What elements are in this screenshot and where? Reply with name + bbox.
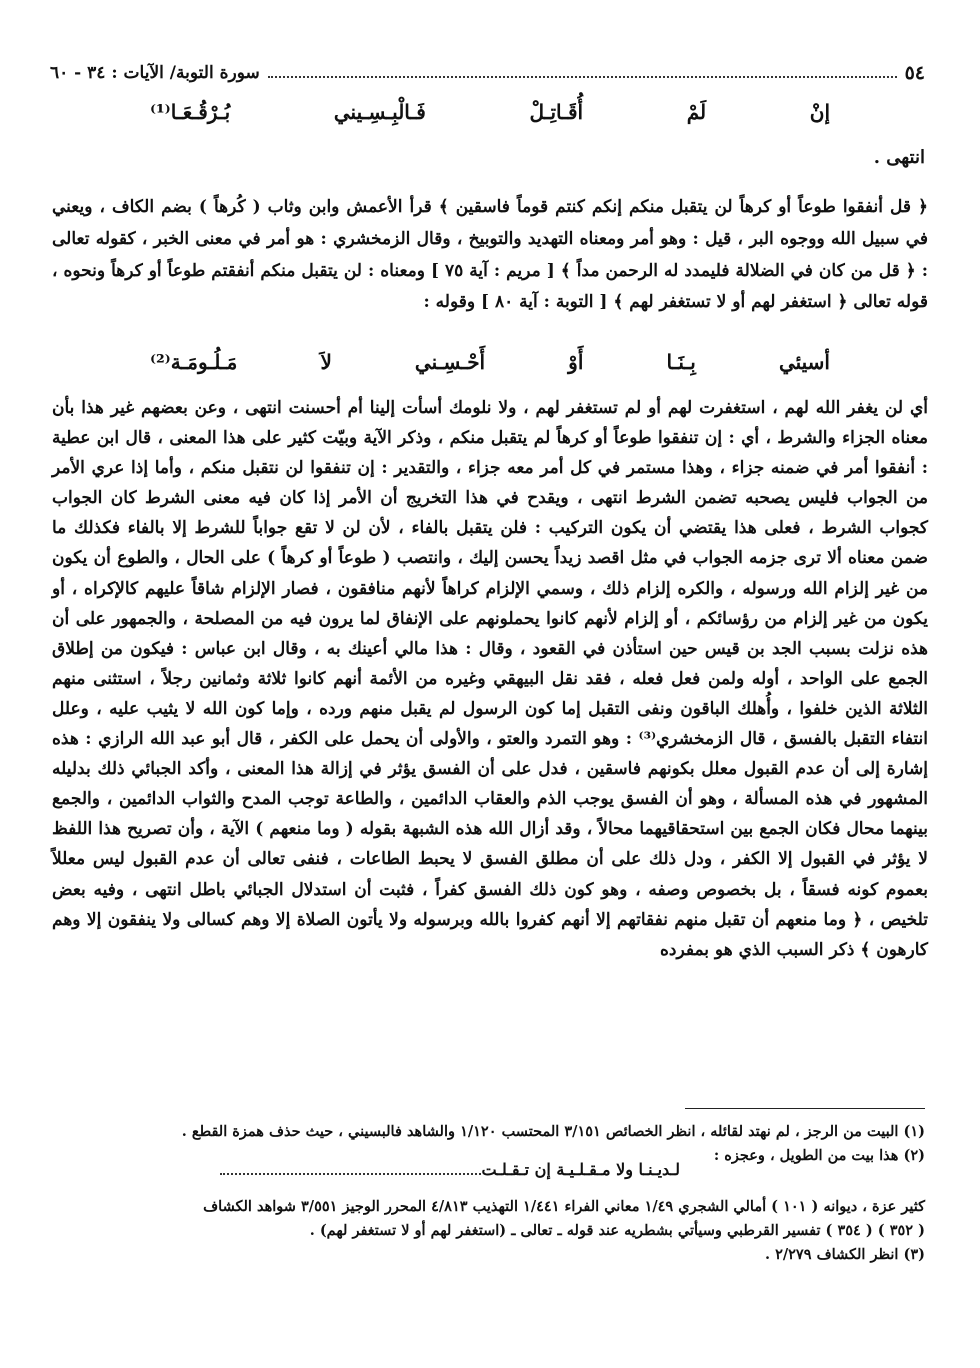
footnote-3: (٣) انظر الكشاف ٢/٢٧٩ . bbox=[764, 1246, 925, 1263]
footnote-verse bbox=[180, 1160, 680, 1179]
verse-word: فَـالْبِـسِـيني bbox=[333, 100, 426, 124]
header-dotted-line bbox=[268, 76, 897, 78]
verse-word: لَمْ bbox=[686, 100, 707, 124]
paragraph-text: أي لن يغفر الله لهم ، استغفرت لهم أو لم تستغفر لهم ، ولا نلومك أسأت إلينا أم أحسنت انتهى ، وعن بعضهم غير هذا بأن معناه الجزاء والشرط ، أي : إن تنفقوا طوعاً أو كرهاً لم يتقبل منكم ، وذكر الآية وبيّت كثير على هذا المعنى ، قال ابن عطية : أنفقوا أمر في ضمنه جزاء ، وهذا مستمر في كل أمر معه جزاء ، والتقدير : إن تنفقوا لن نتقبل منكم ، وأما إذا عري الأمر من الجواب فليس يصحبه تضمن الشرط انتهى ، ويقدح في هذا التخريج أن الأمر إذا كان فيه معنى الشرط كان الجواب كجواب الشرط ، فعلى هذا يقتضي أن يكون التركيب : فلن يتقبل بالفاء ، لأن لن لا تقع جواباً للشرط إلا بالفاء فكذلك ما ضمن معناه ألا ترى جزمه الجواب في مثل اقصد زيداً يحسن إليك ، وانتصب ( طوعاً أو كرهاً ) على الحال ، والطوع أن يكون من غير إلزام الله ورسوله ، والكره إلزام ذلك ، وسمي الإلزام كراهاً لأنهم منافقون ، فصار الإلزام شاقاً عليهم كالإكراه ، أو يكون من غير إلزام من رؤسائكم ، أو إلزام لأنهم كانوا يحملونهم على الإنفاق لما يرون فيه من المصلحة ، والجمهور على أن هذه نزلت بسبب الجد بن قيس حين استأذن في القعود ، وقال : هذا مالي أعينك به ، وقال ابن عباس : فيكون من إطلاق الجمع على الواحد ، أوله ولمن فعل فعله ، فقد نقل البيهقي وغيره من الأئمة أنهم كانوا ثلاثة وثمانين رجلاً ، استثنى منهم الثلاثة الذين خلفوا ، وأُهلك الباقون ونفى التقبل إما كون الرسول لم يقبل منهم ورده ، وإما كون الله لا يثيب عليه ، وعلل انتفاء التقبل بالفسق ، قال الزمخشري⁽³⁾ : وهو التمرد والعتو ، والأولى أن يحمل على الكفر ، قال أبو عبد الله الرازي : هذه إشارة إلى أن عدم القبول معلل بكونهم فاسقين ، فدل على أن الفسق يؤثر في إزالة هذا المعنى ، وأكد الجبائي ذلك بدليله المشهور في هذه المسألة ، وهو أن الفسق يوجب الذم والعقاب الدائمين ، والطاعة توجب المدح والثواب الدائمين ، والجمع بينهما محال فكان الجمع بين استحقاقيهما محالاً ، وقد أزال الله هذه الشبهة بقوله ( وما منعهم ) الآية ، وأن تصريح هذا اللفظ لا يؤثر في القبول إلا الكفر ، ودل ذلك على أن مطلق الفسق لا يحبط الطاعات ، فنفى تعالى أن عدم القبول ليس معللاً بعموم كونه فسقاً ، بل بخصوص وصفه ، وهو كون ذلك الفسق كفراً ، فثبت أن استدلال الجبائي باطل انتهى ، وفيه بعض تلخيص ، ﴿ وما منعهم أن تقبل منهم نفقاتهم إلا أنهم كفروا بالله وبرسوله ولا يأتون الصلاة إلا وهم كسالى ولا ينفقون إلا وهم كارهون ﴾ ذكر السبب الذي هو بمفرده bbox=[52, 398, 929, 960]
footnote-2-source-line-2: ( ٣٥٢ ) ( ٣٥٤ ) تفسير القرطبي وسيأتي بشطريه عند قوله ـ تعالى ـ (استغفر لهم أو لا تستغفر لهم) . bbox=[309, 1222, 925, 1239]
verse-word: أَوْ bbox=[568, 350, 584, 374]
verse-word: أُقَـاتِـلْ bbox=[529, 100, 584, 124]
page-header bbox=[50, 58, 925, 88]
verse-word: أَحْـسِـني bbox=[414, 350, 486, 374]
footnote-verse-text: لـديـنـا ولا مـقـلـيـة إن تـقـلـت bbox=[481, 1160, 680, 1179]
verse-word: مَـلُـومَـة⁽²⁾ bbox=[150, 350, 238, 374]
footnote-2: (٢) هذا بيت من الطويل ، وعجزه : bbox=[713, 1147, 925, 1164]
footnote-separator bbox=[685, 1108, 925, 1109]
verse-word: إنْ bbox=[809, 100, 830, 124]
verse-word: بِـنَـا bbox=[666, 350, 696, 374]
body-paragraph-2 bbox=[52, 393, 928, 965]
verse-word: أسيئي bbox=[778, 350, 830, 374]
poetry-verse-2 bbox=[150, 350, 830, 374]
intaha-line: انتهى . bbox=[873, 147, 925, 168]
page-number: ٥٤ bbox=[904, 62, 925, 84]
footnote-1: (١) البيت من الرجز ، لم نهتد لقائله ، انظر الخصائص ٣/١٥١ المحتسب ١/١٢٠ والشاهد فالبسيني ، حيث حذف همزة القطع . bbox=[181, 1123, 925, 1140]
verse-word: بُـرْقُـعَـا⁽¹⁾ bbox=[150, 100, 231, 124]
poetry-verse-1 bbox=[150, 100, 830, 124]
footnotes-bottom bbox=[55, 1195, 925, 1267]
verse-word: لاَ bbox=[320, 350, 332, 374]
body-paragraph-1 bbox=[52, 192, 928, 319]
footnote-2-source-line-1: كثير عزة ، ديوانه ( ١٠١ ) أمالي الشجري ١/٤٩ معاني الفراء ١/٤٤١ التهذيب ٤/٨١٣ المحرر الوجيز ٣/٥٥١ شواهد الكشاف bbox=[203, 1198, 925, 1215]
footnote-verse-dots bbox=[220, 1173, 481, 1175]
chapter-title: سورة التوبة/ الآيات : ٣٤ - ٦٠ bbox=[50, 63, 260, 83]
paragraph-text: ﴿ قل أنفقوا طوعاً أو كرهاً لن يتقبل منكم إنكم كنتم قوماً فاسقين ﴾ قرأ الأعمش وابن وثاب ( كُرهاً ) بضم الكاف ، ويعني في سبيل الله ووجوه البر ، قيل : وهو أمر ومعناه التهديد والتوبيخ ، وقال الزمخشري : هو أمر في معنى الخبر ، كقوله تعالى : ﴿ قل من كان في الضلالة فليمدد له الرحمن مداً ﴾ [ مريم : آية ٧٥ ] ومعناه : لن يتقبل منكم أنفقتم طوعاً أو كرهاً ونحوه ، قوله تعالى ﴿ استغفر لهم أو لا تستغفر لهم ﴾ [ التوبة : آية ٨٠ ] وقوله : bbox=[52, 197, 928, 313]
